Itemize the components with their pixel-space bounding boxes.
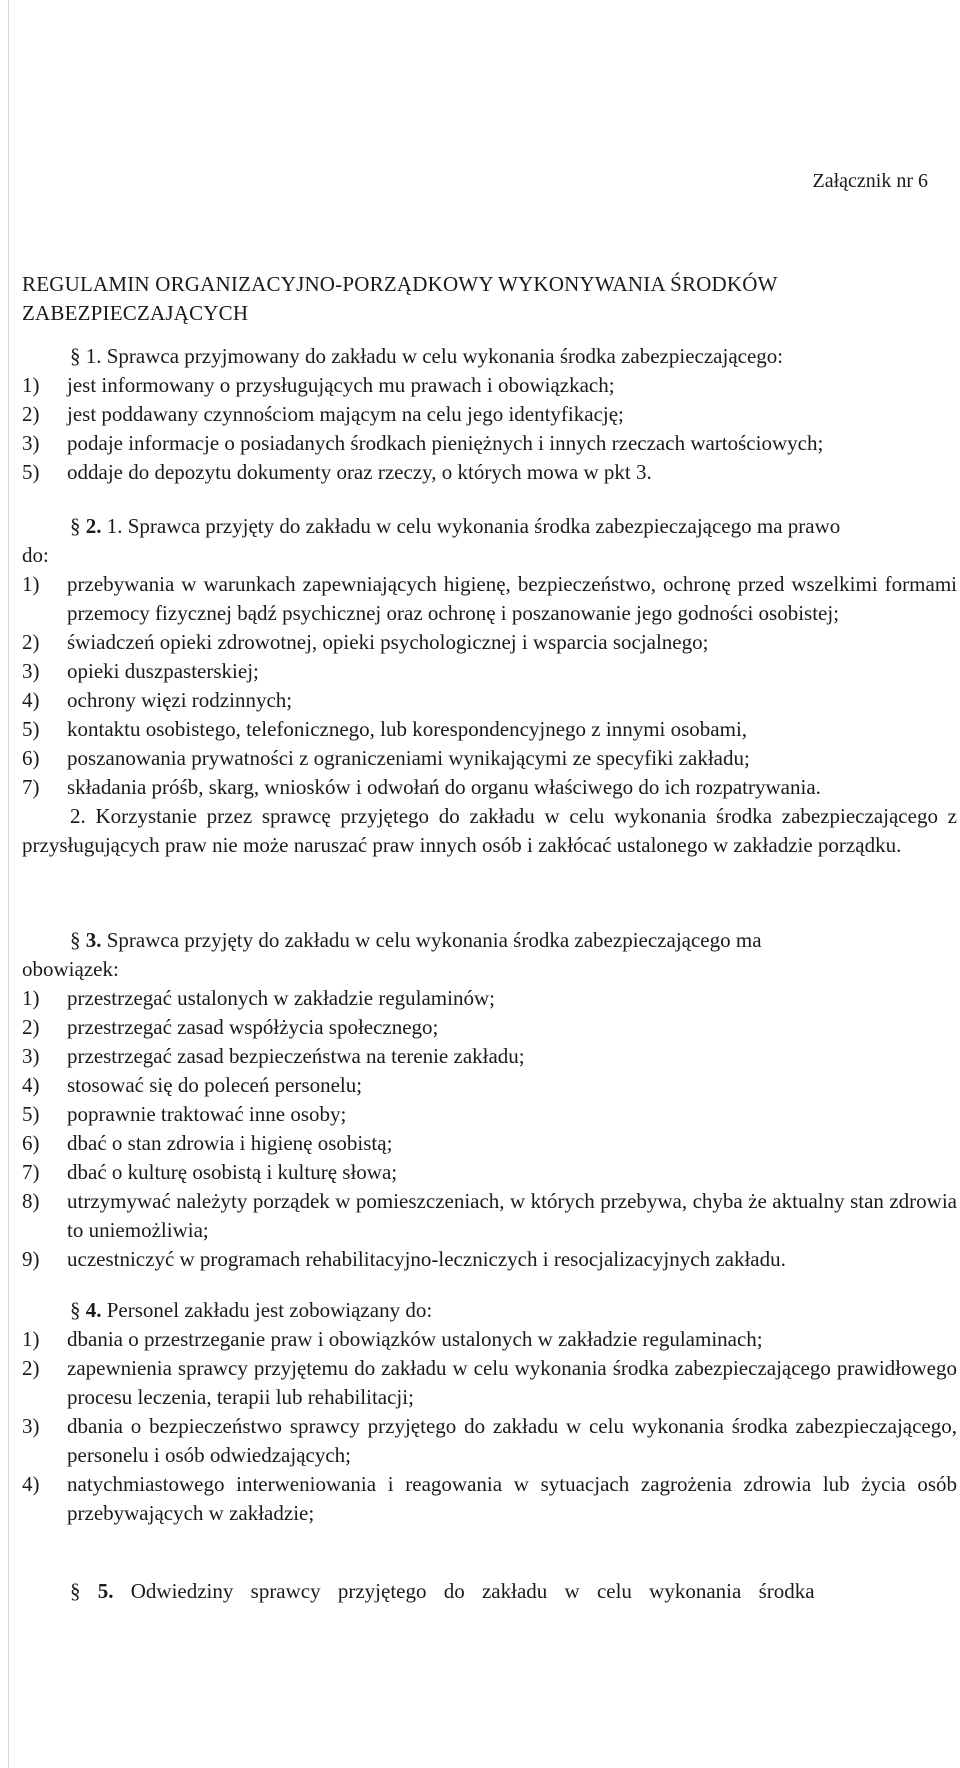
list-item-text: jest poddawany czynnościom mającym na celu jego identyfikację; [67,402,624,426]
list-item-text: przestrzegać ustalonych w zakładzie regulaminów; [67,986,495,1010]
list-item-number: 3) [22,431,40,455]
list-item-text: świadczeń opieki zdrowotnej, opieki psychologicznej i wsparcia socjalnego; [67,630,709,654]
list-item [22,1158,957,1187]
list-item-number: 2) [22,1356,40,1380]
section-5-lead [22,1577,957,1606]
section-3 [22,926,957,1274]
list-item-text: przestrzegać zasad współżycia społecznego; [67,1015,439,1039]
list-item-text: utrzymywać należyty porządek w pomieszczeniach, w których przebywa, chyba że aktualny stan zdrowia to uniemożliwia; [67,1189,957,1242]
section-3-lead-tail: obowiązek: [22,957,119,981]
list-item-number: 9) [22,1247,40,1271]
section-2 [22,512,957,860]
list-item [22,1071,957,1100]
list-item [22,458,957,487]
list-item-number: 3) [22,1414,40,1438]
list-item-text: składania próśb, skarg, wniosków i odwołań do organu właściwego do ich rozpatrywania. [67,775,821,799]
list-item [22,1129,957,1158]
list-item-text: dbać o stan zdrowia i higienę osobistą; [67,1131,393,1155]
list-item-text: przestrzegać zasad bezpieczeństwa na terenie zakładu; [67,1044,525,1068]
section-symbol: § [70,928,81,952]
list-item-number: 6) [22,1131,40,1155]
list-item [22,429,957,458]
list-item-number: 2) [22,630,40,654]
list-item-number: 8) [22,1189,40,1213]
section-symbol: § [70,344,81,368]
section-4-lead-text: Personel zakładu jest zobowiązany do: [106,1298,433,1322]
list-item-number: 7) [22,775,40,799]
section-2-number: 2. [85,514,102,538]
list-item [22,984,957,1013]
list-item [22,1100,957,1129]
list-item [22,1354,957,1412]
list-item-number: 2) [22,1015,40,1039]
section-1-lead-text: 1. Sprawca przyjmowany do zakładu w celu wykonania środka zabezpieczającego: [85,344,784,368]
list-item [22,1412,957,1470]
document-title: REGULAMIN ORGANIZACYJNO-PORZĄDKOWY WYKONYWANIA ŚRODKÓW ZABEZPIECZAJĄCYCH [22,272,778,325]
list-item-text: jest informowany o przysługujących mu prawach i obowiązkach; [67,373,615,397]
section-1-lead [22,342,957,371]
section-3-number: 3. [85,928,102,952]
list-item [22,1470,957,1528]
section-2-lead-text: 1. Sprawca przyjęty do zakładu w celu wykonania środka zabezpieczającego ma prawo [106,514,841,538]
list-item [22,570,957,628]
list-item-number: 2) [22,402,40,426]
section-symbol: § [70,1579,81,1603]
list-item [22,400,957,429]
list-item-text: poszanowania prywatności z ograniczeniami wynikającymi ze specyfiki zakładu; [67,746,750,770]
section-symbol: § [70,1298,81,1322]
list-item-number: 4) [22,688,40,712]
list-item-number: 6) [22,746,40,770]
list-item [22,371,957,400]
list-item-number: 1) [22,1327,40,1351]
list-item [22,1325,957,1354]
section-5-number: 5. [97,1579,114,1603]
section-2-paragraph-2: 2. Korzystanie przez sprawcę przyjętego do zakładu w celu wykonania środka zabezpieczającego z przysługujących praw nie może naruszać praw innych osób i zakłócać ustalonego w zakładzie porządku. [22,804,957,857]
list-item-number: 3) [22,659,40,683]
list-item-text: zapewnienia sprawcy przyjętemu do zakładu w celu wykonania środka zabezpieczającego prawidłowego procesu leczenia, terapii lub rehabilitacji; [67,1356,957,1409]
list-item-number: 1) [22,986,40,1010]
list-item-number: 5) [22,717,40,741]
section-3-lead-text: Sprawca przyjęty do zakładu w celu wykonania środka zabezpieczającego ma [106,928,762,952]
scan-edge-line [8,0,9,1768]
list-item-text: kontaktu osobistego, telefonicznego, lub korespondencyjnego z innymi osobami, [67,717,748,741]
list-item [22,744,957,773]
list-item [22,1187,957,1245]
section-2-lead-tail: do: [22,543,49,567]
attachment-label: Załącznik nr 6 [812,170,928,192]
list-item-text: dbania o bezpieczeństwo sprawcy przyjętego do zakładu w celu wykonania środka zabezpieczającego, personelu i osób odwiedzających; [67,1414,957,1467]
list-item-number: 5) [22,1102,40,1126]
list-item-number: 7) [22,1160,40,1184]
section-4-lead [22,1296,957,1325]
list-item [22,628,957,657]
list-item-text: podaje informacje o posiadanych środkach pieniężnych i innych rzeczach wartościowych; [67,431,824,455]
list-item-text: dbania o przestrzeganie praw i obowiązków ustalonych w zakładzie regulaminach; [67,1327,763,1351]
list-item-text: stosować się do poleceń personelu; [67,1073,363,1097]
list-item [22,1245,957,1274]
section-3-lead [22,926,957,984]
list-item-text: dbać o kulturę osobistą i kulturę słowa; [67,1160,398,1184]
list-item-text: poprawnie traktować inne osoby; [67,1102,347,1126]
list-item-number: 5) [22,460,40,484]
list-item-text: uczestniczyć w programach rehabilitacyjno-leczniczych i resocjalizacyjnych zakładu. [67,1247,786,1271]
list-item-number: 1) [22,572,40,596]
section-4-number: 4. [85,1298,102,1322]
list-item-number: 4) [22,1472,40,1496]
list-item-text: opieki duszpasterskiej; [67,659,259,683]
list-item-text: oddaje do depozytu dokumenty oraz rzeczy, o których mowa w pkt 3. [67,460,652,484]
section-symbol: § [70,514,81,538]
list-item [22,1013,957,1042]
list-item-text: ochrony więzi rodzinnych; [67,688,293,712]
list-item [22,686,957,715]
section-5 [22,1577,957,1606]
list-item [22,773,957,802]
list-item [22,657,957,686]
section-5-lead-text: Odwiedziny sprawcy przyjętego do zakładu w celu wykonania środka [130,1579,815,1603]
section-4 [22,1296,957,1528]
list-item [22,715,957,744]
section-2-lead [22,512,957,570]
list-item-number: 3) [22,1044,40,1068]
list-item-text: natychmiastowego interweniowania i reagowania w sytuacjach zagrożenia zdrowia lub życia osób przebywających w zakładzie; [67,1472,957,1525]
list-item-text: przebywania w warunkach zapewniających higienę, bezpieczeństwo, ochronę przed wszelkimi formami przemocy fizycznej bądź psychicznej oraz ochronę i poszanowanie jego godności osobistej; [67,572,957,625]
list-item [22,1042,957,1071]
list-item-number: 4) [22,1073,40,1097]
list-item-number: 1) [22,373,40,397]
section-1 [22,342,957,487]
